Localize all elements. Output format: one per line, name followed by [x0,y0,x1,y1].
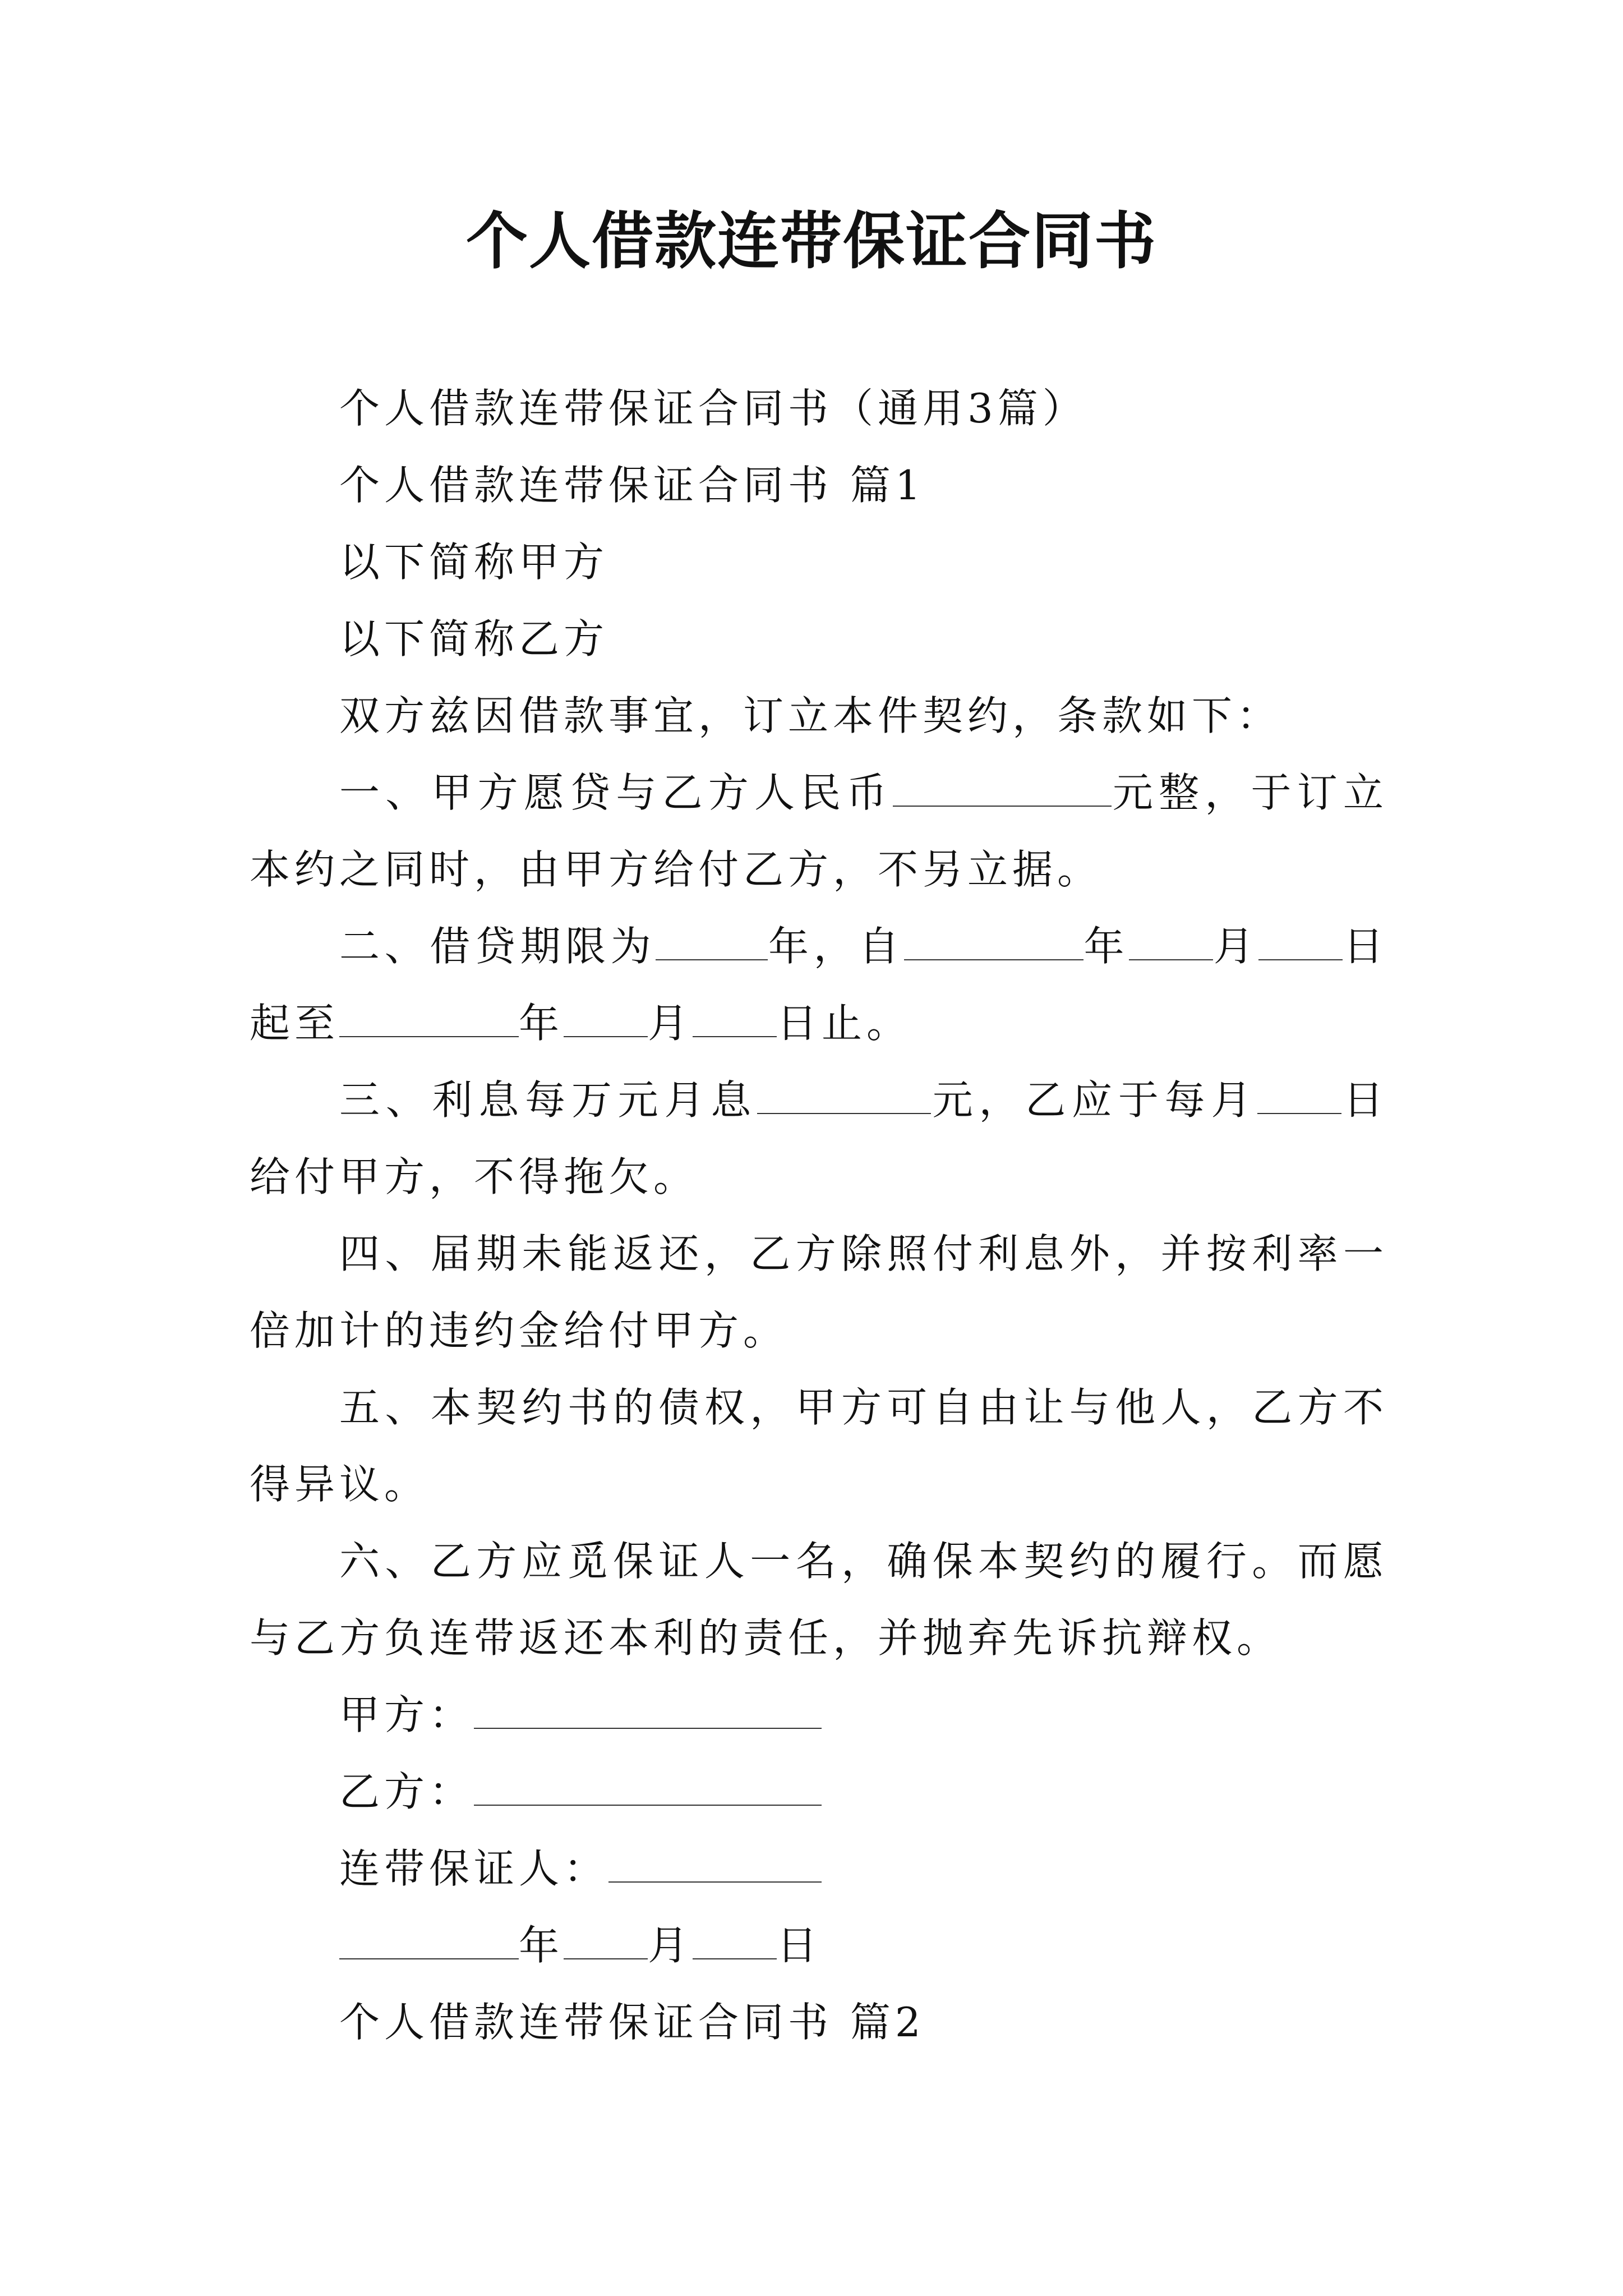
clause-3 [250,1062,1388,1216]
signature-party-a-blank [474,1693,822,1729]
clause-2-text-e: 日起至 [250,923,1388,1047]
signature-guarantor-blank [608,1847,822,1883]
sign-month-blank [564,1924,648,1959]
clause-6: 六、乙方应觅保证人一名，确保本契约的履行。而愿与乙方负连带返还本利的责任，并抛弃先诉抗辩权。 [250,1538,1388,1662]
signature-party-a-label: 甲方： [339,1691,474,1738]
start-year-blank [904,924,1083,960]
clause-2-text-f: 年 [519,1000,564,1047]
document-body [250,370,1388,2061]
clause-2-text-c: 年 [1083,923,1129,970]
signature-party-a [250,1677,1388,1754]
term-years-blank [656,924,768,960]
amount-blank [893,771,1112,807]
end-month-blank [564,1001,648,1037]
signature-party-b-blank [474,1770,822,1806]
payment-day-blank [1257,1078,1341,1114]
end-day-blank [693,1001,777,1037]
clause-1 [250,754,1388,908]
intro-paragraph: 双方兹因借款事宜，订立本件契约，条款如下： [339,692,1282,739]
clause-3-text-b: 元，乙应于每月 [930,1076,1258,1124]
sign-year-label: 年 [519,1922,564,1969]
clause-2-text-d: 月 [1213,923,1259,970]
clause-2 [250,908,1388,1062]
document-subtitle: 个人借款连带保证合同书（通用3篇） [339,385,1087,432]
interest-blank [757,1078,931,1114]
clause-3-text-c: 日给付甲方，不得拖欠。 [250,1076,1388,1200]
party-a-note: 以下简称甲方 [339,539,609,586]
sign-year-blank [339,1924,519,1959]
clause-3-text-a: 三、利息每万元月息 [339,1076,757,1124]
start-day-blank [1258,924,1343,960]
section-1-heading: 个人借款连带保证合同书 篇1 [339,462,925,509]
signature-guarantor-label: 连带保证人： [339,1845,609,1892]
sign-day-label: 日 [777,1922,822,1969]
sign-month-label: 月 [648,1922,693,1969]
signature-party-b [250,1754,1388,1830]
signature-guarantor [250,1830,1388,1907]
clause-1-text-b: 元整，于订立本约之同时，由甲方给付乙方，不另立据。 [250,769,1388,893]
clause-4: 四、届期未能返还，乙方除照付利息外，并按利率一倍加计的违约金给付甲方。 [250,1230,1388,1354]
end-year-blank [339,1001,519,1037]
clause-2-text-a: 二、借贷期限为 [339,923,656,970]
clause-2-text-b: 年，自 [768,923,904,970]
signature-date [250,1907,1388,1984]
clause-5: 五、本契约书的债权，甲方可自由让与他人，乙方不得异议。 [250,1384,1388,1508]
section-2-heading: 个人借款连带保证合同书 篇2 [339,1999,925,2046]
signature-party-b-label: 乙方： [339,1768,474,1815]
start-month-blank [1129,924,1213,960]
sign-day-blank [693,1924,777,1959]
document-title: 个人借款连带保证合同书 [466,205,1157,277]
party-b-note: 以下简称乙方 [339,615,609,662]
clause-1-text-a: 一、甲方愿贷与乙方人民币 [339,769,893,816]
clause-2-text-h: 日止。 [777,1000,912,1047]
clause-2-text-g: 月 [648,1000,693,1047]
